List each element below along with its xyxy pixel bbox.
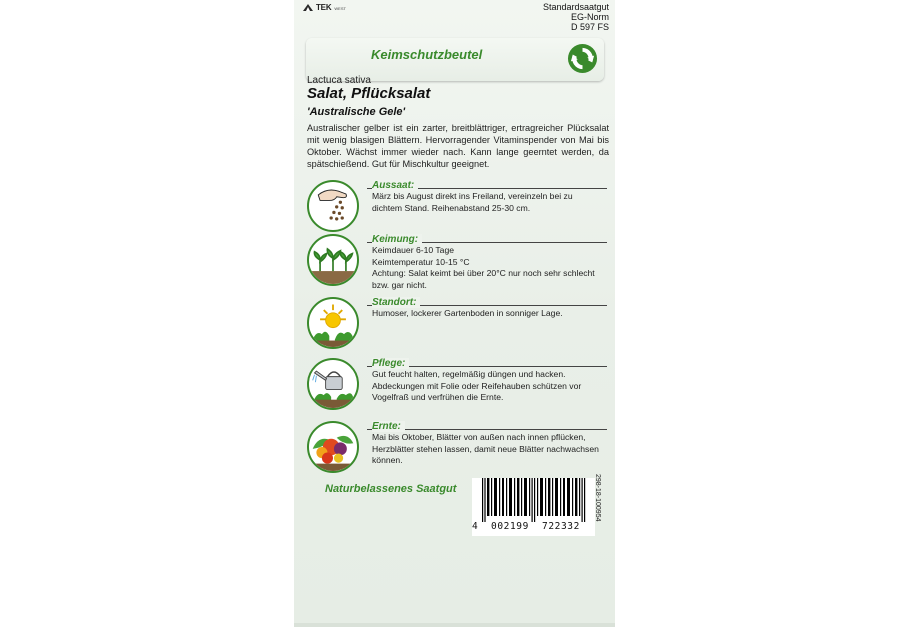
barcode-right-digits: 722332 [542, 521, 580, 532]
step-text: März bis August direkt ins Freiland, vereinzeln bei zu dichtem Stand. Reihenabstand 25-30 cm. [372, 191, 573, 213]
product-title: Salat, Pflücksalat [307, 85, 431, 102]
barcode-first-digit: 4 [472, 521, 478, 532]
barcode-left-digits: 002199 [491, 521, 529, 532]
natural-seed-label: Naturbelassenes Saatgut [325, 483, 457, 495]
latin-name: Lactuca sativa [307, 75, 371, 86]
step-text: Humoser, lockerer Gartenboden in sonniger Lage. [372, 308, 563, 318]
step-title: Standort: [372, 297, 420, 308]
banner-title: Keimschutzbeutel [371, 47, 483, 62]
brand [303, 3, 346, 12]
seed-packet-back [294, 0, 615, 627]
brand-name: TEK [316, 3, 332, 12]
harvest-vegetables-icon [307, 421, 359, 473]
step-text: Mai bis Oktober, Blätter von außen nach innen pflücken, Herzblätter stehen lassen, damit neue Blätter nachwachsen können. [372, 432, 599, 465]
step-title: Keimung: [372, 234, 422, 245]
brand-sub: WEST [334, 6, 346, 11]
watering-can-icon [307, 358, 359, 410]
barcode [472, 478, 595, 536]
article-code: 298-18-100954 [594, 474, 601, 522]
step-title: Aussaat: [372, 180, 418, 191]
step-title: Ernte: [372, 421, 405, 432]
step-text: Keimdauer 6-10 Tage Keimtemperatur 10-15 °C Achtung: Salat keimt bei über 20°C nur noch sehr schlecht bzw. gar nicht. [372, 245, 595, 290]
cert-line-1: Standardsaatgut [542, 2, 609, 12]
step-text: Gut feucht halten, regelmäßig düngen und hacken. Abdeckungen mit Folie oder Reifehauben schützen vor Vogelfraß und verfrühen die Ernte. [372, 369, 582, 402]
seedlings-icon [307, 234, 359, 286]
certification [543, 2, 609, 32]
recycle-icon [567, 43, 598, 74]
cert-line-2: EG-Norm [571, 12, 609, 22]
sowing-hand-icon [307, 180, 359, 232]
description: Australischer gelber ist ein zarter, breitblättriger, ertragreicher Plücksalat mit wenig blasigen Blättern. Hervorragender Vitaminspender von Mai bis Oktober. Wächst immer wieder nach. Kann lange geerntet werden, da spätschießend. Gut für Mischkultur geeignet. [307, 123, 609, 169]
step-title: Pflege: [372, 358, 409, 369]
tek-logo-icon [303, 4, 313, 12]
sun-plants-icon [307, 297, 359, 349]
packet-edge [294, 623, 615, 627]
barcode-bars [472, 478, 595, 522]
cert-line-3: D 597 FS [570, 22, 609, 32]
variety-name: 'Australische Gele' [307, 106, 406, 118]
